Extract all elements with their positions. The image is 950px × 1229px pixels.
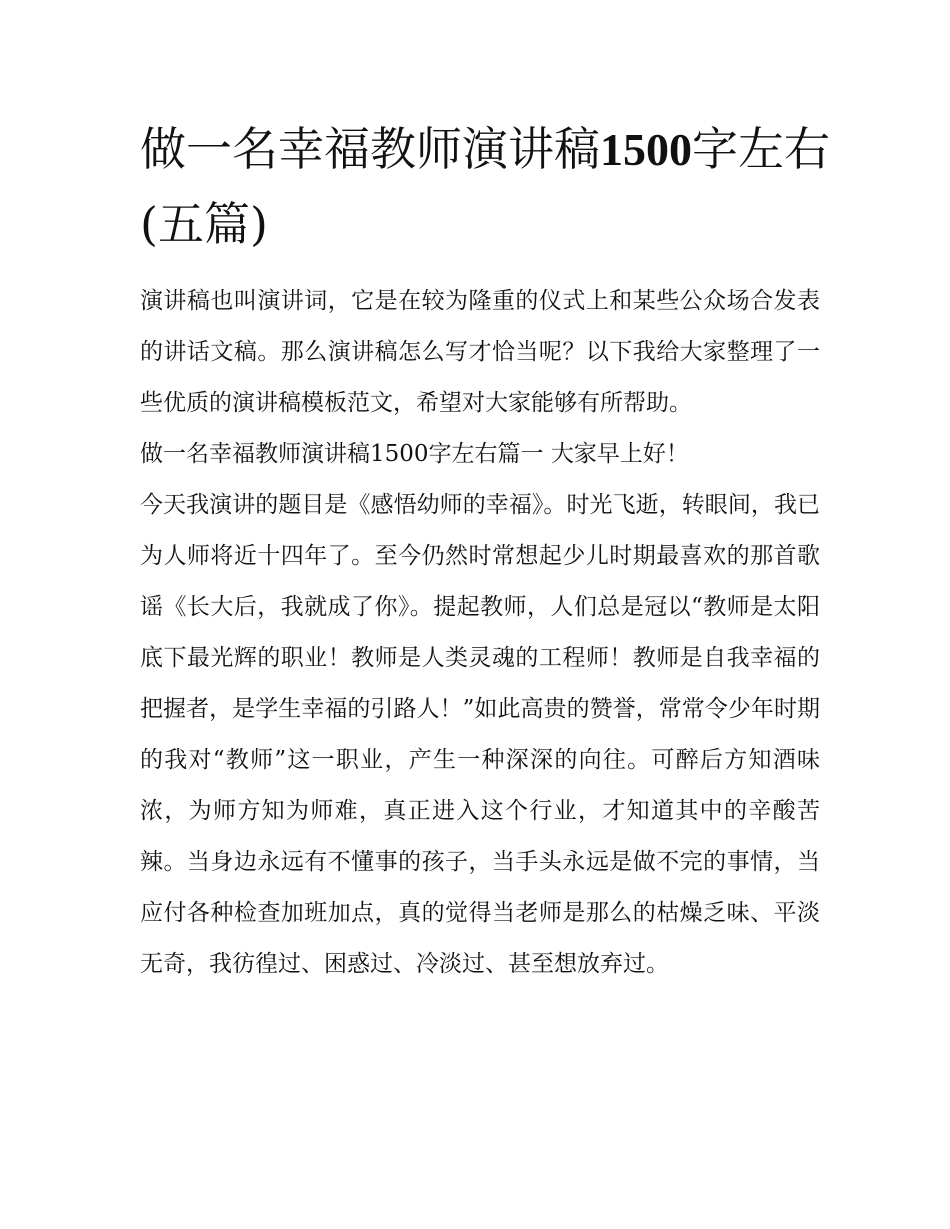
section-heading: 做一名幸福教师演讲稿1500字左右篇一 大家早上好！ (140, 441, 689, 467)
title-text-part2: 字左右(五篇) (140, 122, 830, 251)
body-paragraph: 今天我演讲的题目是《感悟幼师的幸福》。时光飞逝，转眼间，我已为人师将近十四年了。至今仍然时常想起少儿时期最喜欢的那首歌谣《长大后，我就成了你》。提起教师，人们总是冠以“教师是太阳底下最光辉的职业！教师是人类灵魂的工程师！教师是自我幸福的把握者，是学生幸福的引路人！”如此高贵的赞誉，常常令少年时期的我对“教师”这一职业，产生一种深深的向往。可醉后方知酒味浓，为师方知为师难，真正进入这个行业，才知道其中的辛酸苦辣。当身边永远有不懂事的孩子，当手头永远是做不完的事情，当应付各种检查加班加点，真的觉得当老师是那么的枯燥乏味、平淡无奇，我彷徨过、困惑过、冷淡过、甚至想放弃过。 (140, 492, 820, 977)
title-text-part1: 做一名幸福教师演讲稿 (140, 122, 600, 176)
page-title (140, 112, 830, 261)
document-body (140, 276, 820, 990)
intro-paragraph: 演讲稿也叫演讲词，它是在较为隆重的仪式上和某些公众场合发表的讲话文稿。那么演讲稿怎么写才恰当呢？以下我给大家整理了一些优质的演讲稿模板范文，希望对大家能够有所帮助。 (140, 288, 820, 416)
title-number: 1500 (600, 124, 692, 175)
